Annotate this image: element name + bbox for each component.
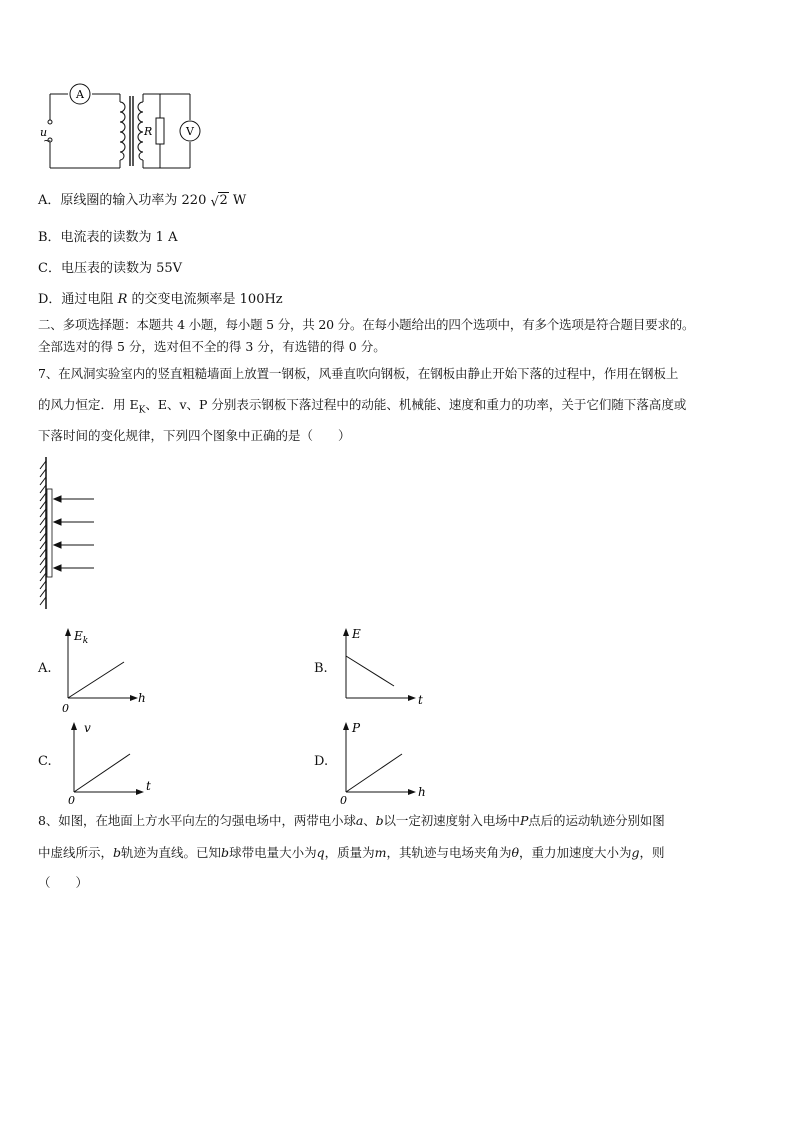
graph-d-line: [346, 754, 402, 792]
q8-var-b-3: b: [221, 845, 230, 860]
graph-c-y-label: v: [84, 721, 91, 735]
graph-a-x-label: h: [138, 691, 146, 705]
graph-d-p-vs-h: [338, 716, 438, 808]
q7-line2: [38, 397, 686, 419]
option-a: [38, 193, 246, 209]
q8-line2-b: 轨迹为直线。已知: [121, 845, 222, 860]
q8-var-a: a: [355, 813, 364, 828]
resistor-label: R: [144, 125, 153, 138]
graph-d-x-label: h: [418, 785, 426, 799]
option-a-unit: W: [232, 193, 247, 208]
transformer-circuit-diagram: [30, 80, 210, 172]
q8-line1: [38, 813, 665, 829]
ammeter-label: A: [76, 88, 84, 101]
q8-line2-e: ，其轨迹与电场夹角为: [386, 845, 512, 860]
wind-wall-diagram: [38, 455, 102, 613]
graph-c-label: C.: [38, 754, 52, 769]
primary-coil: [120, 102, 125, 160]
q8-line2-g: ，则: [639, 845, 665, 860]
graph-a-origin: 0: [62, 702, 69, 714]
q8-var-b: b: [375, 813, 384, 828]
graph-c-x-label: t: [146, 779, 151, 793]
q8-line2-c: 球带电量大小为: [229, 845, 317, 860]
q7-line3: 下落时间的变化规律，下列四个图象中正确的是（ ）: [38, 428, 351, 443]
source-u-label: u: [40, 126, 48, 139]
graph-d-y-label: P: [352, 721, 361, 735]
q8-line2-d: ，质量为: [324, 845, 375, 860]
source-tilde: ~: [43, 136, 52, 147]
q8-var-m: m: [374, 845, 387, 860]
resistor: [156, 118, 164, 144]
option-d-suffix: 的交变电流频率是 100Hz: [131, 292, 283, 307]
q8-sep: 、: [363, 813, 376, 828]
q8-line1-b: 以一定初速度射入电场中: [383, 813, 520, 828]
graph-d-label: D.: [314, 754, 329, 769]
steel-plate: [47, 489, 52, 577]
q8-line1-c: 点后的运动轨迹分别如图: [528, 813, 665, 828]
graph-c-line: [74, 754, 130, 792]
q8-var-b-2: b: [113, 845, 122, 860]
graph-b-label: B.: [314, 661, 328, 676]
q8-var-theta: θ: [511, 845, 520, 860]
graph-b-line: [346, 656, 394, 686]
section2-line1: 二、多项选择题：本题共 4 小题，每小题 5 分，共 20 分。在每小题给出的四个选项中，有多个选项是符合题目要求的。: [38, 317, 695, 332]
sqrt-2: √ 2: [210, 193, 228, 210]
graph-a-label: A.: [38, 661, 52, 676]
q8-line2: [38, 845, 665, 861]
q8-line3: （ ）: [38, 875, 89, 890]
q8-line1-a: 8、如图，在地面上方水平向左的匀强电场中，两带电小球: [38, 813, 356, 828]
option-a-text: A．原线圈的输入功率为 220: [38, 193, 207, 208]
graph-a-ek-vs-h: [60, 622, 160, 714]
graph-b-e-vs-t: [338, 622, 438, 714]
q7-line1: 7、在风洞实验室内的竖直粗糙墙面上放置一钢板，风垂直吹向钢板，在钢板由静止开始下落的过程中，作用在钢板上: [38, 366, 679, 381]
option-d-var: R: [117, 292, 128, 307]
q8-line2-f: ，重力加速度大小为: [519, 845, 632, 860]
q8-var-g: g: [631, 845, 640, 860]
graph-b-x-label: t: [418, 693, 423, 707]
graph-d-origin: 0: [340, 794, 347, 807]
graph-b-y-label: E: [352, 627, 361, 641]
graph-a-y-label: $E_k$: [74, 629, 89, 646]
graph-c-origin: 0: [68, 794, 75, 807]
graph-c-v-vs-t: [66, 716, 166, 808]
option-d-prefix: D．通过电阻: [38, 292, 114, 307]
q7-line2-b: 、E、v、P 分别表示钢板下落过程中的动能、机械能、速度和重力的功率，关于它们随下落高度或: [145, 397, 687, 412]
option-d: [38, 292, 283, 308]
q8-var-p: P: [519, 813, 529, 828]
option-b: B．电流表的读数为 1 A: [38, 230, 178, 245]
secondary-coil: [138, 102, 143, 160]
q8-line2-a: 中虚线所示，: [38, 845, 114, 860]
q7-ek-subscript: K: [138, 405, 146, 416]
section2-line2: 全部选对的得 5 分，选对但不全的得 3 分，有选错的得 0 分。: [38, 339, 386, 354]
sqrt-radicand: 2: [219, 193, 228, 208]
voltmeter-label: V: [186, 125, 194, 138]
option-c: C．电压表的读数为 55V: [38, 261, 183, 276]
q7-line2-a: 的风力恒定．用 E: [38, 397, 139, 412]
q8-var-q: q: [316, 845, 325, 860]
graph-a-line: [68, 662, 124, 698]
